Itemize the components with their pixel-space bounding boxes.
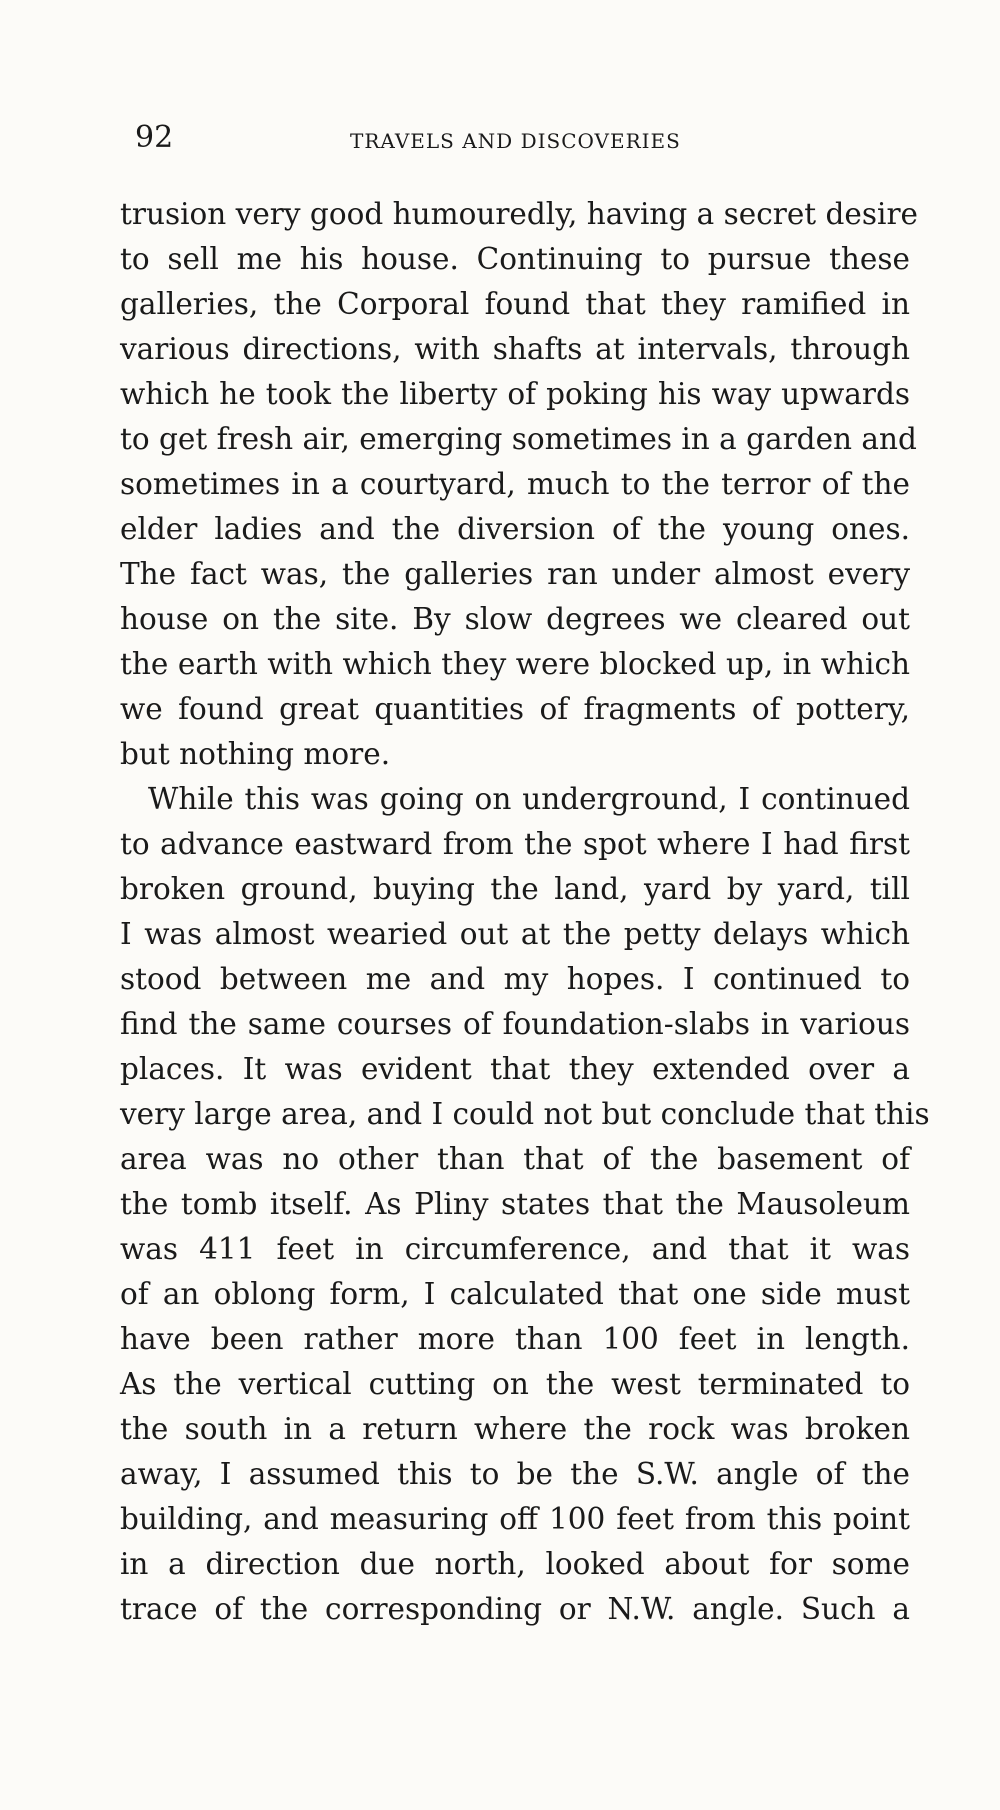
text-line: building, and measuring off 100 feet from this point — [120, 1502, 910, 1536]
text-line: the south in a return where the rock was broken — [120, 1412, 910, 1446]
text-line: in a direction due north, looked about for some — [120, 1547, 910, 1581]
text-line: elder ladies and the diversion of the young ones. — [120, 512, 910, 546]
page-number: 92 — [135, 120, 174, 155]
text-line: very large area, and I could not but conclude that this — [120, 1097, 930, 1131]
paragraph-1 — [120, 192, 919, 777]
text-line: away, I assumed this to be the S.W. angle of the — [120, 1457, 910, 1491]
text-line: I was almost wearied out at the petty delays which — [120, 917, 910, 951]
text-line: galleries, the Corporal found that they ramified in — [120, 287, 910, 321]
text-line: have been rather more than 100 feet in length. — [120, 1322, 910, 1356]
text-line: sometimes in a courtyard, much to the terror of the — [120, 467, 910, 501]
text-line: the tomb itself. As Pliny states that the Mausoleum — [120, 1187, 910, 1221]
text-line: to advance eastward from the spot where I had first — [120, 827, 910, 861]
text-line: house on the site. By slow degrees we cleared out — [120, 602, 910, 636]
text-line: While this was going on underground, I continued — [148, 782, 910, 816]
text-line: places. It was evident that they extended over a — [120, 1052, 910, 1086]
text-line: The fact was, the galleries ran under almost every — [120, 557, 910, 591]
text-line: trusion very good humouredly, having a secret desire — [120, 197, 919, 231]
running-head: TRAVELS AND DISCOVERIES — [350, 129, 681, 153]
text-line: find the same courses of foundation-slabs in various — [120, 1007, 910, 1041]
paragraph-2 — [120, 777, 930, 1632]
text-line: which he took the liberty of poking his way upwards — [120, 377, 910, 411]
text-line: area was no other than that of the basement of — [120, 1142, 910, 1176]
text-line: As the vertical cutting on the west terminated to — [120, 1367, 910, 1401]
text-line: to sell me his house. Continuing to pursue these — [120, 242, 910, 276]
text-line: various directions, with shafts at intervals, through — [120, 332, 910, 366]
text-line: trace of the corresponding or N.W. angle. Such a — [120, 1592, 910, 1626]
body-text — [120, 192, 930, 1632]
text-line: stood between me and my hopes. I continued to — [120, 962, 910, 996]
text-line: but nothing more. — [120, 737, 391, 771]
text-line: broken ground, buying the land, yard by yard, till — [120, 872, 910, 906]
text-line: was 411 feet in circumference, and that it was — [120, 1232, 910, 1266]
text-line: we found great quantities of fragments of pottery, — [120, 692, 910, 726]
text-line: of an oblong form, I calculated that one side must — [120, 1277, 910, 1311]
page-header — [135, 118, 915, 158]
text-line: the earth with which they were blocked up, in which — [120, 647, 910, 681]
text-line: to get fresh air, emerging sometimes in a garden and — [120, 422, 917, 456]
